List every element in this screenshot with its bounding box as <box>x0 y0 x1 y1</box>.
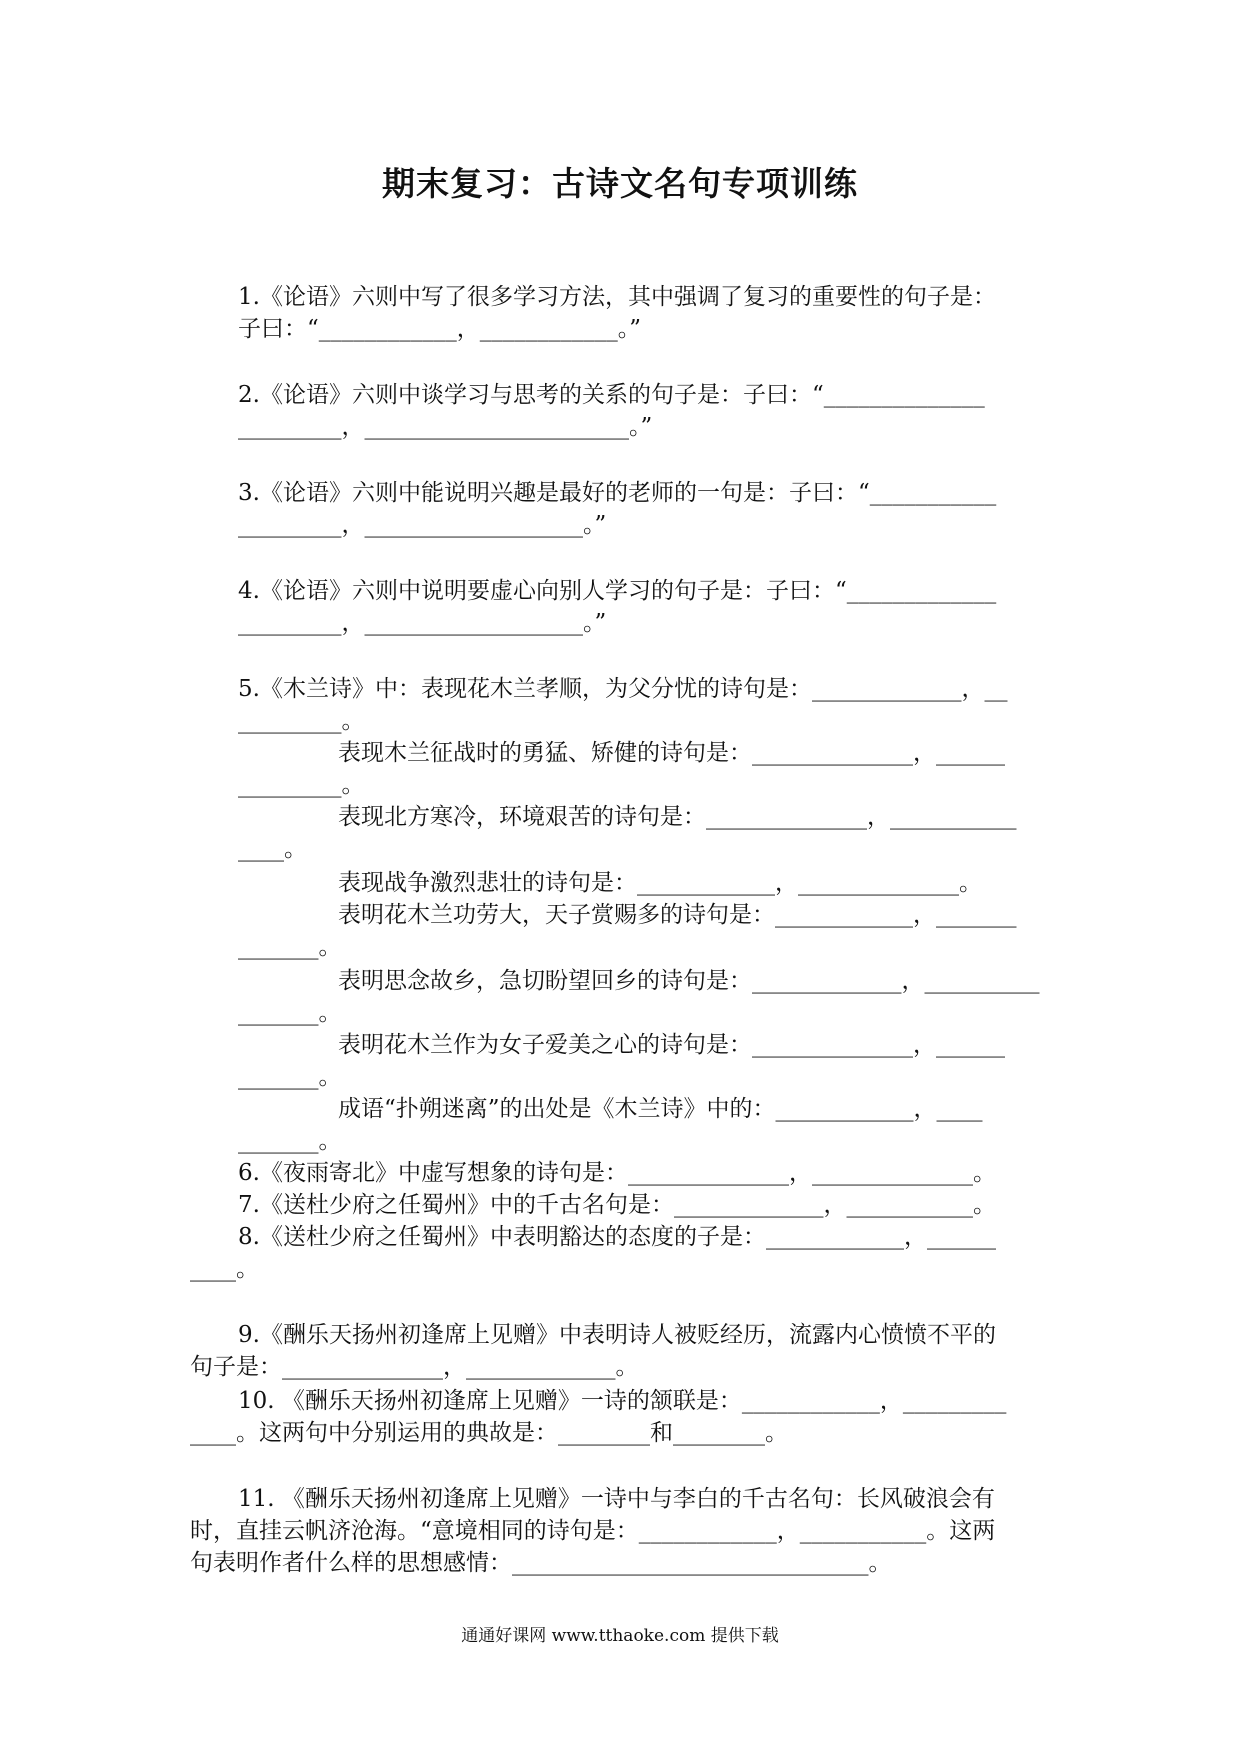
q8-line-2: ____。 <box>190 1256 259 1282</box>
q5-sub5-line-1: 表明思念故乡，急切盼望回乡的诗句是：_____________，__________ <box>338 968 1040 994</box>
q10-line-2: ____。这两句中分别运用的典故是：________和________。 <box>190 1420 788 1446</box>
q5-sub7-line-2: _______。 <box>238 1128 342 1154</box>
q5-sub2-line-2: ____。 <box>238 836 307 862</box>
q11-line-2: 时，直挂云帆济沧海。“意境相同的诗句是：____________，___________。这两 <box>190 1518 996 1544</box>
q5-sub6-line-1: 表明花木兰作为女子爱美之心的诗句是：______________，______ <box>338 1032 1005 1058</box>
q5-sub4-line-2: _______。 <box>238 934 342 960</box>
q5-line-1: 5.《木兰诗》中：表现花木兰孝顺，为父分忧的诗句是：_____________，__ <box>238 676 1008 702</box>
q9-line-2: 句子是：______________，_____________。 <box>190 1354 639 1380</box>
q11-line-1: 11. 《酬乐天扬州初逢席上见赠》一诗中与李白的千古名句：长风破浪会有 <box>238 1486 995 1512</box>
q5-sub3-line-1: 表现战争激烈悲壮的诗句是：____________，______________。 <box>338 870 982 896</box>
footer-source: 通通好课网 www.tthaoke.com 提供下载 <box>461 1626 779 1646</box>
q9-line-1: 9.《酬乐天扬州初逢席上见赠》中表明诗人被贬经历，流露内心愤愤不平的 <box>238 1322 996 1348</box>
q1-line-2: 子曰：“____________，____________。” <box>238 316 642 342</box>
q7-line-1: 7.《送杜少府之任蜀州》中的千古名句是：_____________，___________。 <box>238 1192 996 1218</box>
q5-sub5-line-2: _______。 <box>238 1000 342 1026</box>
q1-line-1: 1.《论语》六则中写了很多学习方法，其中强调了复习的重要性的句子是： <box>238 284 996 310</box>
q2-line-2: _________，_______________________。” <box>238 414 653 440</box>
q6-line-1: 6.《夜雨寄北》中虚写想象的诗句是：______________，______________。 <box>238 1160 996 1186</box>
q11-line-3: 句表明作者什么样的思想感情：_______________________________。 <box>190 1550 892 1576</box>
q4-line-1: 4.《论语》六则中说明要虚心向别人学习的句子是：子曰：“_____________ <box>238 578 997 604</box>
q5-sub2-line-1: 表现北方寒冷，环境艰苦的诗句是：______________，___________ <box>338 804 1017 830</box>
q5-line-2: _________。 <box>238 708 365 734</box>
q5-sub1-line-1: 表现木兰征战时的勇猛、矫健的诗句是：______________，______ <box>338 740 1005 766</box>
q4-line-2: _________，___________________。” <box>238 610 607 636</box>
q5-sub4-line-1: 表明花木兰功劳大，天子赏赐多的诗句是：____________，_______ <box>338 902 1017 928</box>
q2-line-1: 2.《论语》六则中谈学习与思考的关系的句子是：子曰：“______________ <box>238 382 985 408</box>
q10-line-1: 10. 《酬乐天扬州初逢席上见赠》一诗的颔联是：____________，_________ <box>238 1388 1007 1414</box>
q5-sub7-line-1: 成语“扑朔迷离”的出处是《木兰诗》中的：____________，____ <box>338 1096 983 1122</box>
q8-line-1: 8.《送杜少府之任蜀州》中表明豁达的态度的子是：____________，______ <box>238 1224 996 1250</box>
q3-line-1: 3.《论语》六则中能说明兴趣是最好的老师的一句是：子曰：“___________ <box>238 480 997 506</box>
page-title: 期末复习：古诗文名句专项训练 <box>382 164 858 203</box>
q3-line-2: _________，___________________。” <box>238 512 607 538</box>
q5-sub1-line-2: _________。 <box>238 772 365 798</box>
q5-sub6-line-2: _______。 <box>238 1064 342 1090</box>
